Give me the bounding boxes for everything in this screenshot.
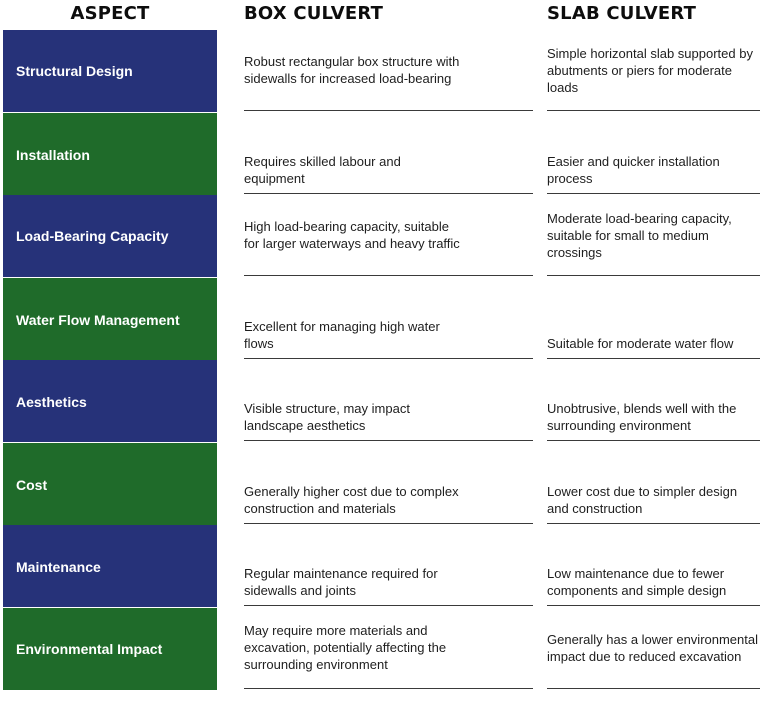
box-culvert-cell	[244, 360, 533, 441]
aspect-cell	[3, 278, 217, 360]
slab-culvert-text: Simple horizontal slab supported by abutments or piers for moderate loads	[547, 45, 753, 95]
box-culvert-cell	[244, 30, 533, 111]
slab-culvert-cell	[547, 443, 760, 524]
box-culvert-cell	[244, 525, 533, 606]
aspect-label: Environmental Impact	[16, 640, 163, 657]
box-culvert-cell	[244, 443, 533, 524]
slab-culvert-cell	[547, 608, 760, 689]
aspect-label: Water Flow Management	[16, 311, 180, 328]
slab-culvert-text: Lower cost due to simpler design and construction	[547, 483, 738, 516]
aspect-cell	[3, 360, 217, 442]
aspect-label: Structural Design	[16, 63, 133, 79]
box-culvert-cell	[244, 608, 533, 689]
box-culvert-text: Excellent for managing high water flows	[244, 318, 440, 351]
table-header	[0, 0, 768, 30]
box-culvert-text: May require more materials and excavation, potentially affecting the surrounding environment	[244, 623, 447, 672]
table-row	[0, 113, 768, 196]
slab-culvert-cell	[547, 525, 760, 606]
aspect-cell	[3, 443, 217, 525]
table-row	[0, 278, 768, 361]
header-box-culvert: BOX CULVERT	[244, 3, 384, 24]
box-culvert-text: Generally higher cost due to complex construction and materials	[244, 483, 459, 516]
aspect-label: Maintenance	[16, 559, 101, 575]
aspect-cell	[3, 525, 217, 607]
aspect-cell	[3, 195, 217, 277]
slab-culvert-text: Suitable for moderate water flow	[547, 335, 734, 351]
aspect-label: Cost	[16, 476, 48, 493]
table-row	[0, 195, 768, 278]
slab-culvert-text: Easier and quicker installation process	[547, 153, 720, 186]
box-culvert-cell	[244, 113, 533, 194]
slab-culvert-text: Unobtrusive, blends well with the surrounding environment	[547, 401, 737, 433]
slab-culvert-cell	[547, 113, 760, 194]
slab-culvert-cell	[547, 195, 760, 276]
table-row	[0, 525, 768, 608]
box-culvert-text: Regular maintenance required for sidewalls and joints	[244, 566, 438, 598]
slab-culvert-text: Moderate load-bearing capacity, suitable for small to medium crossings	[547, 210, 732, 260]
slab-culvert-text: Low maintenance due to fewer components and simple design	[547, 566, 727, 598]
box-culvert-text: Requires skilled labour and equipment	[244, 153, 401, 186]
aspect-cell	[3, 113, 217, 195]
aspect-cell	[3, 608, 217, 690]
header-aspect: ASPECT	[70, 3, 150, 24]
table-row	[0, 608, 768, 691]
aspect-label: Aesthetics	[16, 394, 87, 410]
table-row	[0, 30, 768, 113]
box-culvert-text: Robust rectangular box structure with sidewalls for increased load-bearing	[244, 54, 460, 86]
box-culvert-text: High load-bearing capacity, suitable for larger waterways and heavy traffic	[244, 219, 460, 251]
slab-culvert-cell	[547, 278, 760, 359]
table-row	[0, 443, 768, 526]
aspect-cell	[3, 30, 217, 112]
header-slab-culvert: SLAB CULVERT	[547, 3, 697, 24]
table-row	[0, 360, 768, 443]
aspect-label: Load-Bearing Capacity	[16, 228, 169, 244]
slab-culvert-cell	[547, 360, 760, 441]
aspect-label: Installation	[16, 146, 90, 163]
slab-culvert-text: Generally has a lower environmental impact due to reduced excavation	[547, 631, 758, 664]
box-culvert-cell	[244, 195, 533, 276]
box-culvert-text: Visible structure, may impact landscape aesthetics	[244, 401, 410, 433]
comparison-table	[0, 30, 768, 690]
slab-culvert-cell	[547, 30, 760, 111]
box-culvert-cell	[244, 278, 533, 359]
